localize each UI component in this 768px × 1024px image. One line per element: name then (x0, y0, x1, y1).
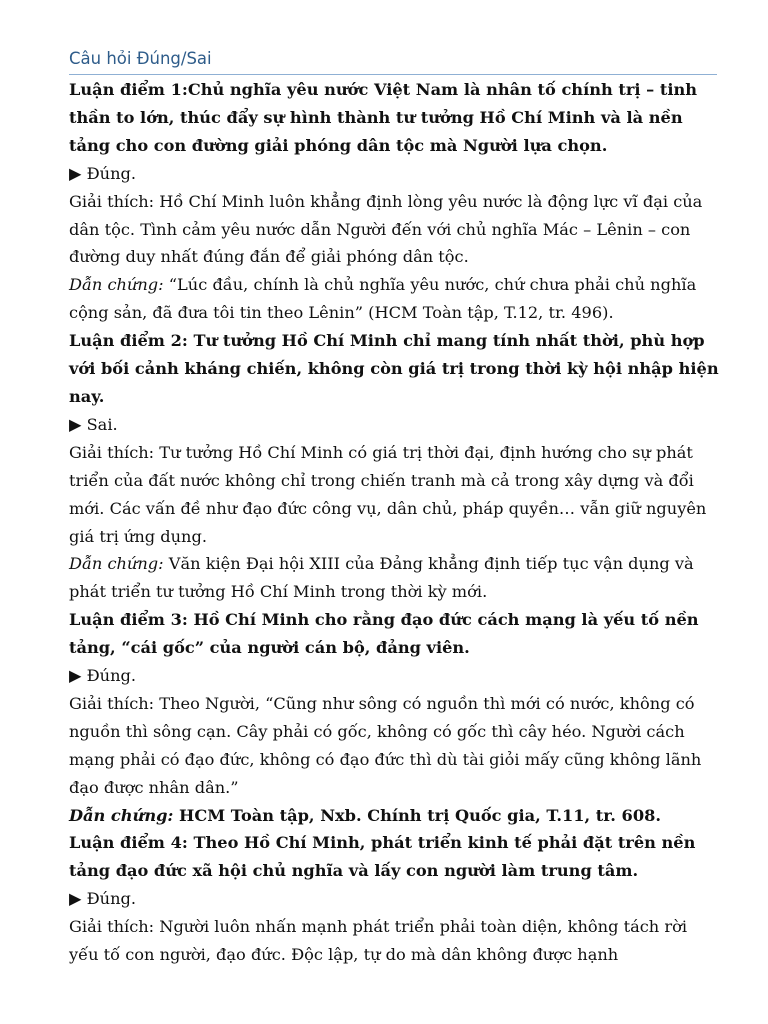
claim-4: Luận điểm 4: Theo Hồ Chí Minh, phát triển kinh tế phải đặt trên nền tảng đạo đức xã hội chủ nghĩa và lấy con người làm trung tâm. (69, 833, 696, 881)
claim-1: Luận điểm 1:Chủ nghĩa yêu nước Việt Nam là nhân tố chính trị – tinh thần to lớn, thúc đẩy sự hình thành tư tưởng Hồ Chí Minh và là nền tảng cho con đường giải phóng dân tộc mà Người lựa chọn. (69, 80, 698, 155)
evidence-text-3: HCM Toàn tập, Nxb. Chính trị Quốc gia, T.11, tr. 608. (173, 805, 661, 825)
explanation-2: Giải thích: Tư tưởng Hồ Chí Minh có giá trị thời đại, định hướng cho sự phát triển của đất nước không chỉ trong chiến tranh mà cả trong xây dựng và đổi mới. Các vấn đề như đạo đức công vụ, dân chủ, pháp quyền… vẫn giữ nguyên giá trị ứng dụng. (69, 442, 707, 546)
evidence-label-2: Dẫn chứng: (69, 554, 164, 574)
claim-2: Luận điểm 2: Tư tưởng Hồ Chí Minh chỉ mang tính nhất thời, phù hợp với bối cảnh kháng chiến, không còn giá trị trong thời kỳ hội nhập hiện nay. (69, 331, 719, 406)
explanation-3: Giải thích: Theo Người, “Cũng như sông có nguồn thì mới có nước, không có nguồn thì sông cạn. Cây phải có gốc, không có gốc thì cây héo. Người cách mạng phải có đạo đức, không có đạo đức thì dù tài giỏi mấy cũng không lãnh đạo được nhân dân.” (69, 693, 702, 797)
explanation-1: Giải thích: Hồ Chí Minh luôn khẳng định lòng yêu nước là động lực vĩ đại của dân tộc. Tình cảm yêu nước dẫn Người đến với chủ nghĩa Mác – Lênin – con đường duy nhất đúng đắn để giải phóng dân tộc. (69, 191, 703, 267)
evidence-label-3: Dẫn chứng: (69, 805, 174, 825)
evidence-text-1: “Lúc đầu, chính là chủ nghĩa yêu nước, chứ chưa phải chủ nghĩa cộng sản, đã đưa tôi tin theo Lênin” (HCM Toàn tập, T.12, tr. 496). (69, 275, 697, 323)
evidence-3 (69, 802, 719, 830)
document-body (69, 76, 719, 969)
verdict-3: ▶ Đúng. (69, 666, 137, 686)
evidence-label-1: Dẫn chứng: (69, 275, 164, 295)
document-page (69, 0, 719, 969)
evidence-1 (69, 271, 719, 327)
claim-3: Luận điểm 3: Hồ Chí Minh cho rằng đạo đức cách mạng là yếu tố nền tảng, “cái gốc” của người cán bộ, đảng viên. (69, 610, 699, 658)
evidence-text-2: Văn kiện Đại hội XIII của Đảng khẳng định tiếp tục vận dụng và phát triển tư tưởng Hồ Chí Minh trong thời kỳ mới. (69, 554, 694, 602)
verdict-1: ▶ Đúng. (69, 163, 137, 183)
verdict-2: ▶ Sai. (69, 414, 118, 434)
verdict-4: ▶ Đúng. (69, 889, 137, 909)
section-heading: Câu hỏi Đúng/Sai (69, 46, 717, 75)
evidence-2 (69, 550, 719, 606)
explanation-4: Giải thích: Người luôn nhấn mạnh phát triển phải toàn diện, không tách rời yếu tố con người, đạo đức. Độc lập, tự do mà dân không được hạnh (69, 917, 688, 965)
